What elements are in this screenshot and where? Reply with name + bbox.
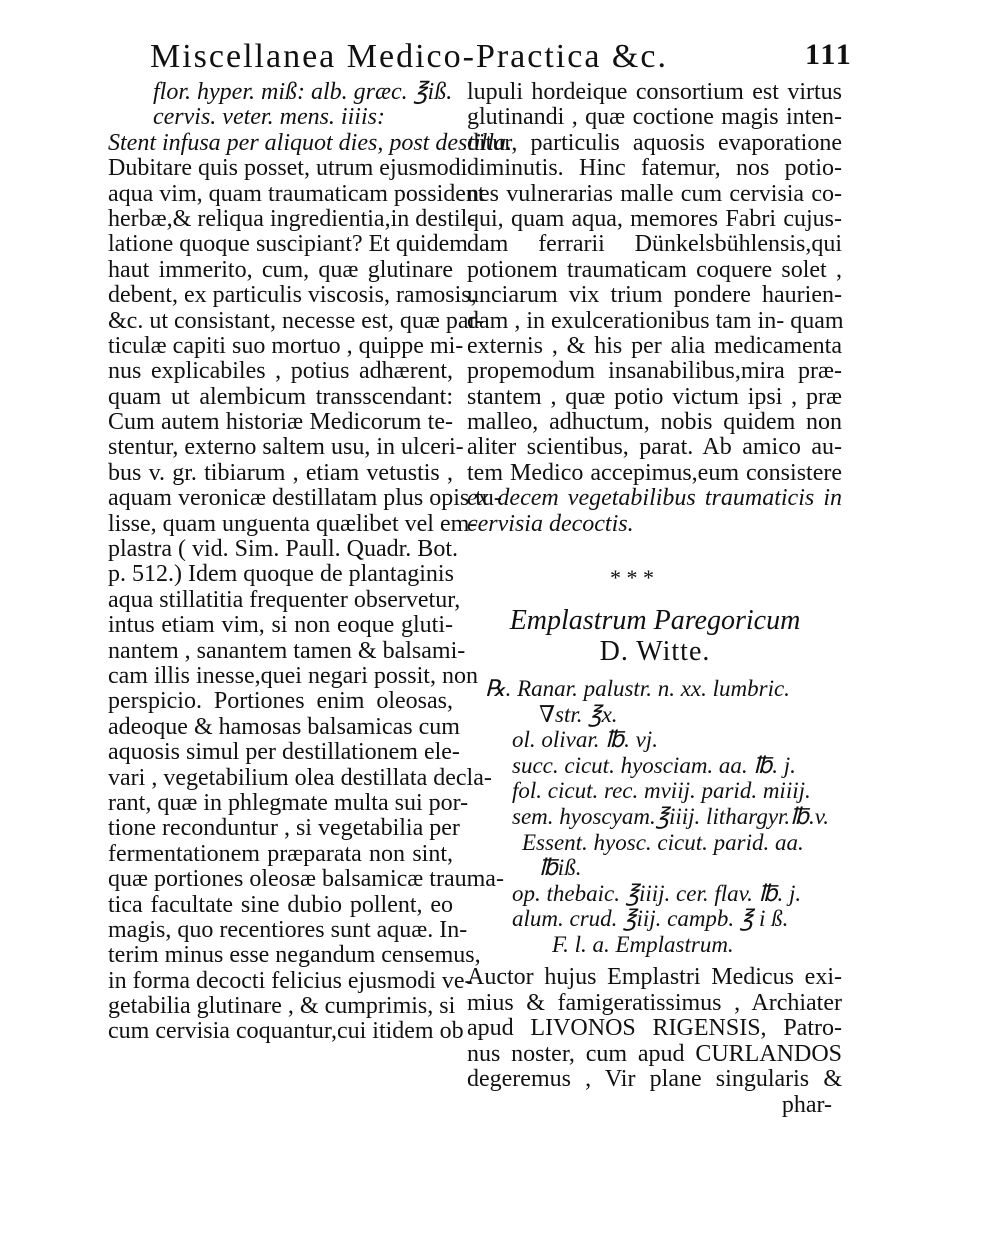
text-line: potionem traumaticam coquere solet , — [467, 256, 842, 283]
text-line: aliter scientibus, parat. Ab amico au- — [467, 434, 842, 461]
text-line: tem Medico accepimus,eum consistere — [467, 459, 842, 486]
text-line: apud LIVONOS RIGENSIS, Patro- — [467, 1015, 842, 1042]
catchword: phar- — [781, 1091, 832, 1118]
text-line: lisse, quam unguenta quælibet vel em- — [108, 510, 478, 537]
text-line: dam ferrarii Dünkelsbühlensis,qui — [467, 231, 842, 258]
recipe-line: Essent. hyosc. cicut. parid. aa. — [522, 829, 804, 855]
text-line: nantem , sanantem tamen & balsami- — [108, 637, 466, 664]
text-line: qui, quam aqua, memores Fabri cujus- — [467, 205, 842, 232]
text-line: cam illis inesse,quei negari possit, non — [108, 662, 478, 689]
text-line: perspicio. Portiones enim oleosas, — [108, 688, 453, 715]
text-line: cervisia decoctis. — [467, 510, 634, 537]
text-line: vari , vegetabilium olea destillata decla- — [108, 764, 492, 791]
text-line: ticulæ capiti suo mortuo , quippe mi- — [108, 332, 464, 359]
closing-paragraph — [467, 965, 842, 1119]
text-line: lupuli hordeique consortium est virtus — [467, 79, 842, 105]
text-line: debent, ex particulis viscosis, ramosis, — [108, 282, 477, 309]
recipe-line: ℔iß. — [539, 855, 582, 881]
text-line: quam ut alembicum transscendant: — [108, 383, 453, 410]
text-line: rant, quæ in phlegmate multa sui por- — [108, 789, 469, 816]
text-line: quæ portiones oleosæ balsamicæ trauma- — [108, 866, 504, 893]
text-line: aqua vim, quam traumaticam possident — [108, 180, 485, 207]
text-line: flor. hyper. miß: alb. græc. ℥iß. — [153, 79, 453, 105]
text-line: degeremus , Vir plane singularis & — [467, 1066, 842, 1093]
text-line: diminutis. Hinc fatemur, nos potio- — [467, 155, 842, 182]
text-line: intus etiam vim, si non eoque gluti- — [108, 612, 453, 639]
text-line: aquam veronicæ destillatam plus opis tu- — [108, 485, 502, 512]
text-line: ex decem vegetabilibus traumaticis in — [467, 485, 842, 512]
text-line: Cum autem historiæ Medicorum te- — [108, 409, 453, 436]
text-line: glutinandi , quæ coctione magis inten- — [467, 104, 842, 131]
running-header — [150, 38, 853, 78]
text-line: plastra ( vid. Sim. Paull. Quadr. Bot. — [108, 536, 458, 563]
text-line: dam , in exulcerationibus tam in- quam — [467, 307, 844, 334]
recipe-line: sem. hyoscyam.℥iiij. lithargyr.℔.v. — [512, 803, 829, 829]
text-line: unciarum vix trium pondere haurien- — [467, 282, 842, 309]
text-line: Stent infusa per aliquot dies, post destilla. — [108, 129, 512, 156]
text-line: haut immerito, cum, quæ glutinare — [108, 256, 453, 283]
recipe-line: ℞. Ranar. palustr. n. xx. lumbric. — [485, 676, 790, 701]
text-line: aqua stillatitia frequenter observetur, — [108, 586, 461, 613]
recipe-author: D. Witte. — [599, 636, 711, 667]
text-line: malleo, adhuctum, nobis quidem non — [467, 409, 842, 436]
recipe-line: alum. crud. ℥iij. campb. ℥ i ß. — [512, 906, 789, 932]
page-number: 111 — [805, 38, 853, 71]
text-line: terim minus esse negandum censemus, — [108, 942, 481, 969]
text-line: getabilia glutinare , & cumprimis, si — [108, 993, 456, 1020]
text-line: ditur, particulis aquosis evaporatione — [467, 129, 842, 156]
recipe-line: F. l. a. Emplastrum. — [552, 931, 734, 957]
text-line: fermentationem præparata non sint, — [108, 840, 453, 867]
text-line: propemodum insanabilibus,mira præ- — [467, 358, 842, 385]
text-line: nus noster, cum apud CURLANDOS — [467, 1040, 842, 1067]
text-line: externis , & his per alia medicamenta — [467, 332, 842, 359]
running-title: Miscellanea Medico-Practica &c. — [150, 38, 668, 75]
recipe-line: ∇str. ℥x. — [539, 701, 618, 727]
text-line: tica facultate sine dubio pollent, eo — [108, 891, 453, 918]
text-line: cervis. veter. mens. iiiis: — [153, 104, 385, 131]
text-line: tione reconduntur , si vegetabilia per — [108, 815, 460, 842]
text-line: nus explicabiles , potius adhærent, — [108, 358, 453, 385]
left-column — [108, 79, 512, 1045]
right-column — [467, 80, 842, 537]
text-line: Dubitare quis posset, utrum ejusmodi — [108, 155, 468, 182]
recipe-line: op. thebaic. ℥iiij. cer. flav. ℔. j. — [512, 880, 802, 906]
text-line: magis, quo recentiores sunt aquæ. In- — [108, 916, 468, 943]
recipe-line: fol. cicut. rec. mviij. parid. miiij. — [512, 778, 811, 804]
text-line: adeoque & hamosas balsamicas cum — [108, 713, 460, 740]
text-line: &c. ut consistant, necesse est, quæ par- — [108, 307, 485, 334]
text-line: herbæ,& reliqua ingredientia,in destil- — [108, 205, 476, 232]
text-line: aquosis simul per destillationem ele- — [108, 739, 460, 766]
text-line: in forma decocti felicius ejusmodi ve- — [108, 967, 473, 994]
recipe-line: ol. olivar. ℔. vj. — [512, 727, 658, 753]
recipe-title: Emplastrum Paregoricum — [509, 605, 801, 636]
text-line: Auctor hujus Emplastri Medicus exi- — [467, 964, 842, 990]
text-line: latione quoque suscipiant? Et quidem — [108, 231, 468, 258]
section-divider-stars: * * * — [610, 565, 654, 590]
text-line: bus v. gr. tibiarum , etiam vetustis , — [108, 459, 453, 486]
recipe-line: succ. cicut. hyosciam. aa. ℔. j. — [512, 752, 796, 778]
text-line: mius & famigeratissimus , Archiater — [467, 989, 842, 1016]
text-line: stantem , quæ potio victum ipsi , præ — [467, 383, 842, 410]
text-line: cum cervisia coquantur,cui itidem ob — [108, 1018, 464, 1045]
text-line: p. 512.) Idem quoque de plantaginis — [108, 561, 454, 588]
recipe-list — [467, 676, 842, 958]
text-line: nes vulnerarias malle cum cervisia co- — [467, 180, 842, 207]
text-line: stentur, externo saltem usu, in ulceri- — [108, 434, 464, 461]
